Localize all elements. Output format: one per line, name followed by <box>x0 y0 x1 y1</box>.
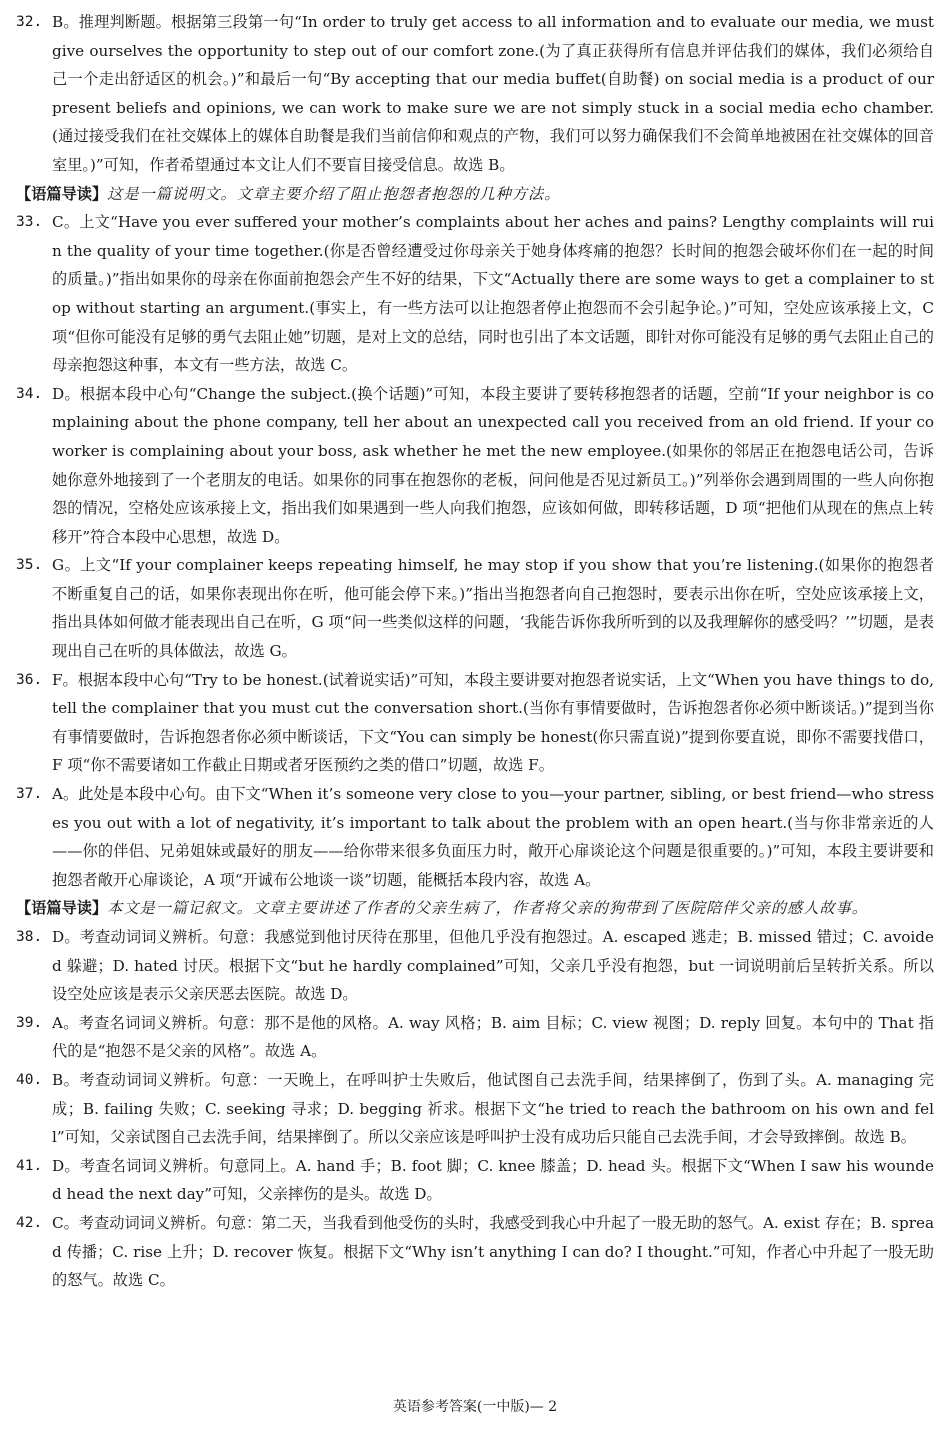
guide-label: 【语篇导读】 <box>16 184 108 203</box>
answer-39 <box>0 1009 950 1066</box>
answer-text: G。上文“If your complainer keeps repeating himself, he may stop if you show that you’re listening.(如果你的抱怨者不断重复自己的话，如果你表现出你在听，他可能会停下来。)”指出当抱怨者向自己抱怨时，要表示出你在听，空处应该承接上文，指出具体如何做才能表现出自己在听，G 项“问一些类似这样的问题，‘我能告诉你我所听到的以及我理解你的感受吗？’”切题，是表现出自己在听的具体做法，故选 G。 <box>52 556 934 661</box>
answer-33 <box>0 208 950 380</box>
answer-text: C。上文“Have you ever suffered your mother’s complaints about her aches and pains? Lengthy complaints will ruin the quality of your time together.(你是否曾经遭受过你母亲关于她身体疼痛的抱怨？长时间的抱怨会破坏你们在一起的时间的质量。)”指出如果你的母亲在你面前抱怨会产生不好的结果，下文“Actually there are some ways to get a complainer to stop without starting an argument.(事实上，有一些方法可以让抱怨者停止抱怨而不会引起争论。)”可知，空处应该承接上文，C 项“但你可能没有足够的勇气去阻止她”切题，是对上文的总结，同时也引出了本文话题，即针对你可能没有足够的勇气去阻止自己的母亲抱怨这种事，本文有一些方法，故选 C。 <box>52 213 934 375</box>
question-number: 34. <box>16 385 43 402</box>
question-number: 42. <box>16 1214 43 1231</box>
question-number: 39. <box>16 1014 43 1031</box>
question-number: 38. <box>16 929 43 945</box>
passage-guide-1 <box>0 180 950 209</box>
answer-41 <box>0 1152 950 1209</box>
passage-guide-2 <box>0 894 950 923</box>
answer-32 <box>0 8 950 180</box>
answer-text: A。考查名词词义辨析。句意：那不是他的风格。A. way 风格；B. aim 目标；C. view 视图；D. reply 回复。本句中的 That 指代的是“抱怨不是父亲的风格”。故选 A。 <box>52 1013 934 1061</box>
guide-text: 本文是一篇记叙文。文章主要讲述了作者的父亲生病了，作者将父亲的狗带到了医院陪伴父亲的感人故事。 <box>107 899 868 918</box>
answer-37 <box>0 780 950 894</box>
answer-text: F。根据本段中心句“Try to be honest.(试着说实话)”可知，本段主要讲要对抱怨者说实话，上文“When you have things to do, tell the complainer that you must cut the conversation short.(当你有事情要做时，告诉抱怨者你必须中断谈话。)”提到当你有事情要做时，告诉抱怨者你必须中断谈话，下文“You can simply be honest(你只需直说)”提到你要直说，即你不需要找借口，F 项“你不需要诸如工作截止日期或者牙医预约之类的借口”切题，故选 F。 <box>52 670 934 775</box>
answer-text: A。此处是本段中心句。由下文“When it’s someone very close to you—your partner, sibling, or best friend—who stresses you out with a lot of negativity, it’s important to talk about the problem with an open heart.(当与你非常亲近的人——你的伴侣、兄弟姐妹或最好的朋友——给你带来很多负面压力时，敞开心扉谈论这个问题是很重要的。)”可知，本段主要讲要和抱怨者敞开心扉谈论，A 项“开诚布公地谈一谈”切题，能概括本段内容，故选 A。 <box>52 785 934 889</box>
guide-text: 这是一篇说明文。文章主要介绍了阻止抱怨者抱怨的几种方法。 <box>107 184 561 203</box>
answer-page <box>0 8 950 1295</box>
answer-text: B。考查动词词义辨析。句意：一天晚上，在呼叫护士失败后，他试图自己去洗手间，结果摔倒了，伤到了头。A. managing 完成；B. failing 失败；C. seeking 寻求；D. begging 祈求。根据下文“he tried to reach the bathroom on his own and fell”可知，父亲试图自己去洗手间，结果摔倒了。所以父亲应该是呼叫护士没有成功后只能自己去洗手间，才会导致摔倒。故选 B。 <box>52 1070 934 1147</box>
question-number: 37. <box>16 786 43 803</box>
answer-35 <box>0 551 950 665</box>
question-number: 41. <box>16 1157 43 1174</box>
answer-text: D。考查动词词义辨析。句意：我感觉到他讨厌待在那里，但他几乎没有抱怨过。A. escaped 逃走；B. missed 错过；C. avoided 躲避；D. hated 讨厌。根据下文“but he hardly complained”可知，父亲几乎没有抱怨，but 一词说明前后呈转折关系。所以设空处应该是表示父亲厌恶去医院。故选 D。 <box>52 928 934 1004</box>
answer-text: D。根据本段中心句“Change the subject.(换个话题)”可知，本段主要讲了要转移抱怨者的话题，空前“If your neighbor is complaining about the phone company, tell her about an unexpected call you received from an old friend. If your coworker is complaining about your boss, ask whether he met the new employee.(如果你的邻居正在抱怨电话公司，告诉她你意外地接到了一个老朋友的电话。如果你的同事在抱怨你的老板，问问他是否见过新员工。)”列举你会遇到周围的一些人向你抱怨的情况，空格处应该承接上文，指出我们如果遇到一些人向我们抱怨，应该如何做，即转移话题，D 项“把他们从现在的焦点上转移开”符合本段中心思想，故选 D。 <box>52 384 934 546</box>
answer-40 <box>0 1066 950 1152</box>
page-footer: 英语参考答案(一中版)— 2 <box>392 1399 558 1415</box>
question-number: 40. <box>16 1071 43 1088</box>
guide-label: 【语篇导读】 <box>16 899 108 918</box>
question-number: 32. <box>16 14 43 30</box>
answer-text: D。考查名词词义辨析。句意同上。A. hand 手；B. foot 脚；C. knee 膝盖；D. head 头。根据下文“When I saw his wounded head the next day”可知，父亲摔伤的是头。故选 D。 <box>52 1156 934 1204</box>
answer-text: C。考查动词词义辨析。句意：第二天，当我看到他受伤的头时，我感受到我心中升起了一股无助的怒气。A. exist 存在；B. spread 传播；C. rise 上升；D. recover 恢复。根据下文“Why isn’t anything I can do? I thought.”可知，作者心中升起了一股无助的怒气。故选 C。 <box>52 1213 934 1290</box>
answer-38 <box>0 923 950 1009</box>
answer-42 <box>0 1209 950 1295</box>
answer-34 <box>0 380 950 552</box>
question-number: 36. <box>16 671 43 688</box>
answer-text: B。推理判断题。根据第三段第一句“In order to truly get access to all information and to evaluate our media, we must give ourselves the opportunity to step out of our comfort zone.(为了真正获得所有信息并评估我们的媒体，我们必须给自己一个走出舒适区的机会。)”和最后一句“By accepting that our media buffet(自助餐) on social media is a product of our present beliefs and opinions, we can work to make sure we are not simply stuck in a social media echo chamber.(通过接受我们在社交媒体上的媒体自助餐是我们当前信仰和观点的产物，我们可以努力确保我们不会简单地被困在社交媒体的回音室里。)”可知，作者希望通过本文让人们不要盲目接受信息。故选 B。 <box>52 13 934 174</box>
answer-36 <box>0 666 950 780</box>
question-number: 35. <box>16 557 43 574</box>
question-number: 33. <box>16 214 43 231</box>
